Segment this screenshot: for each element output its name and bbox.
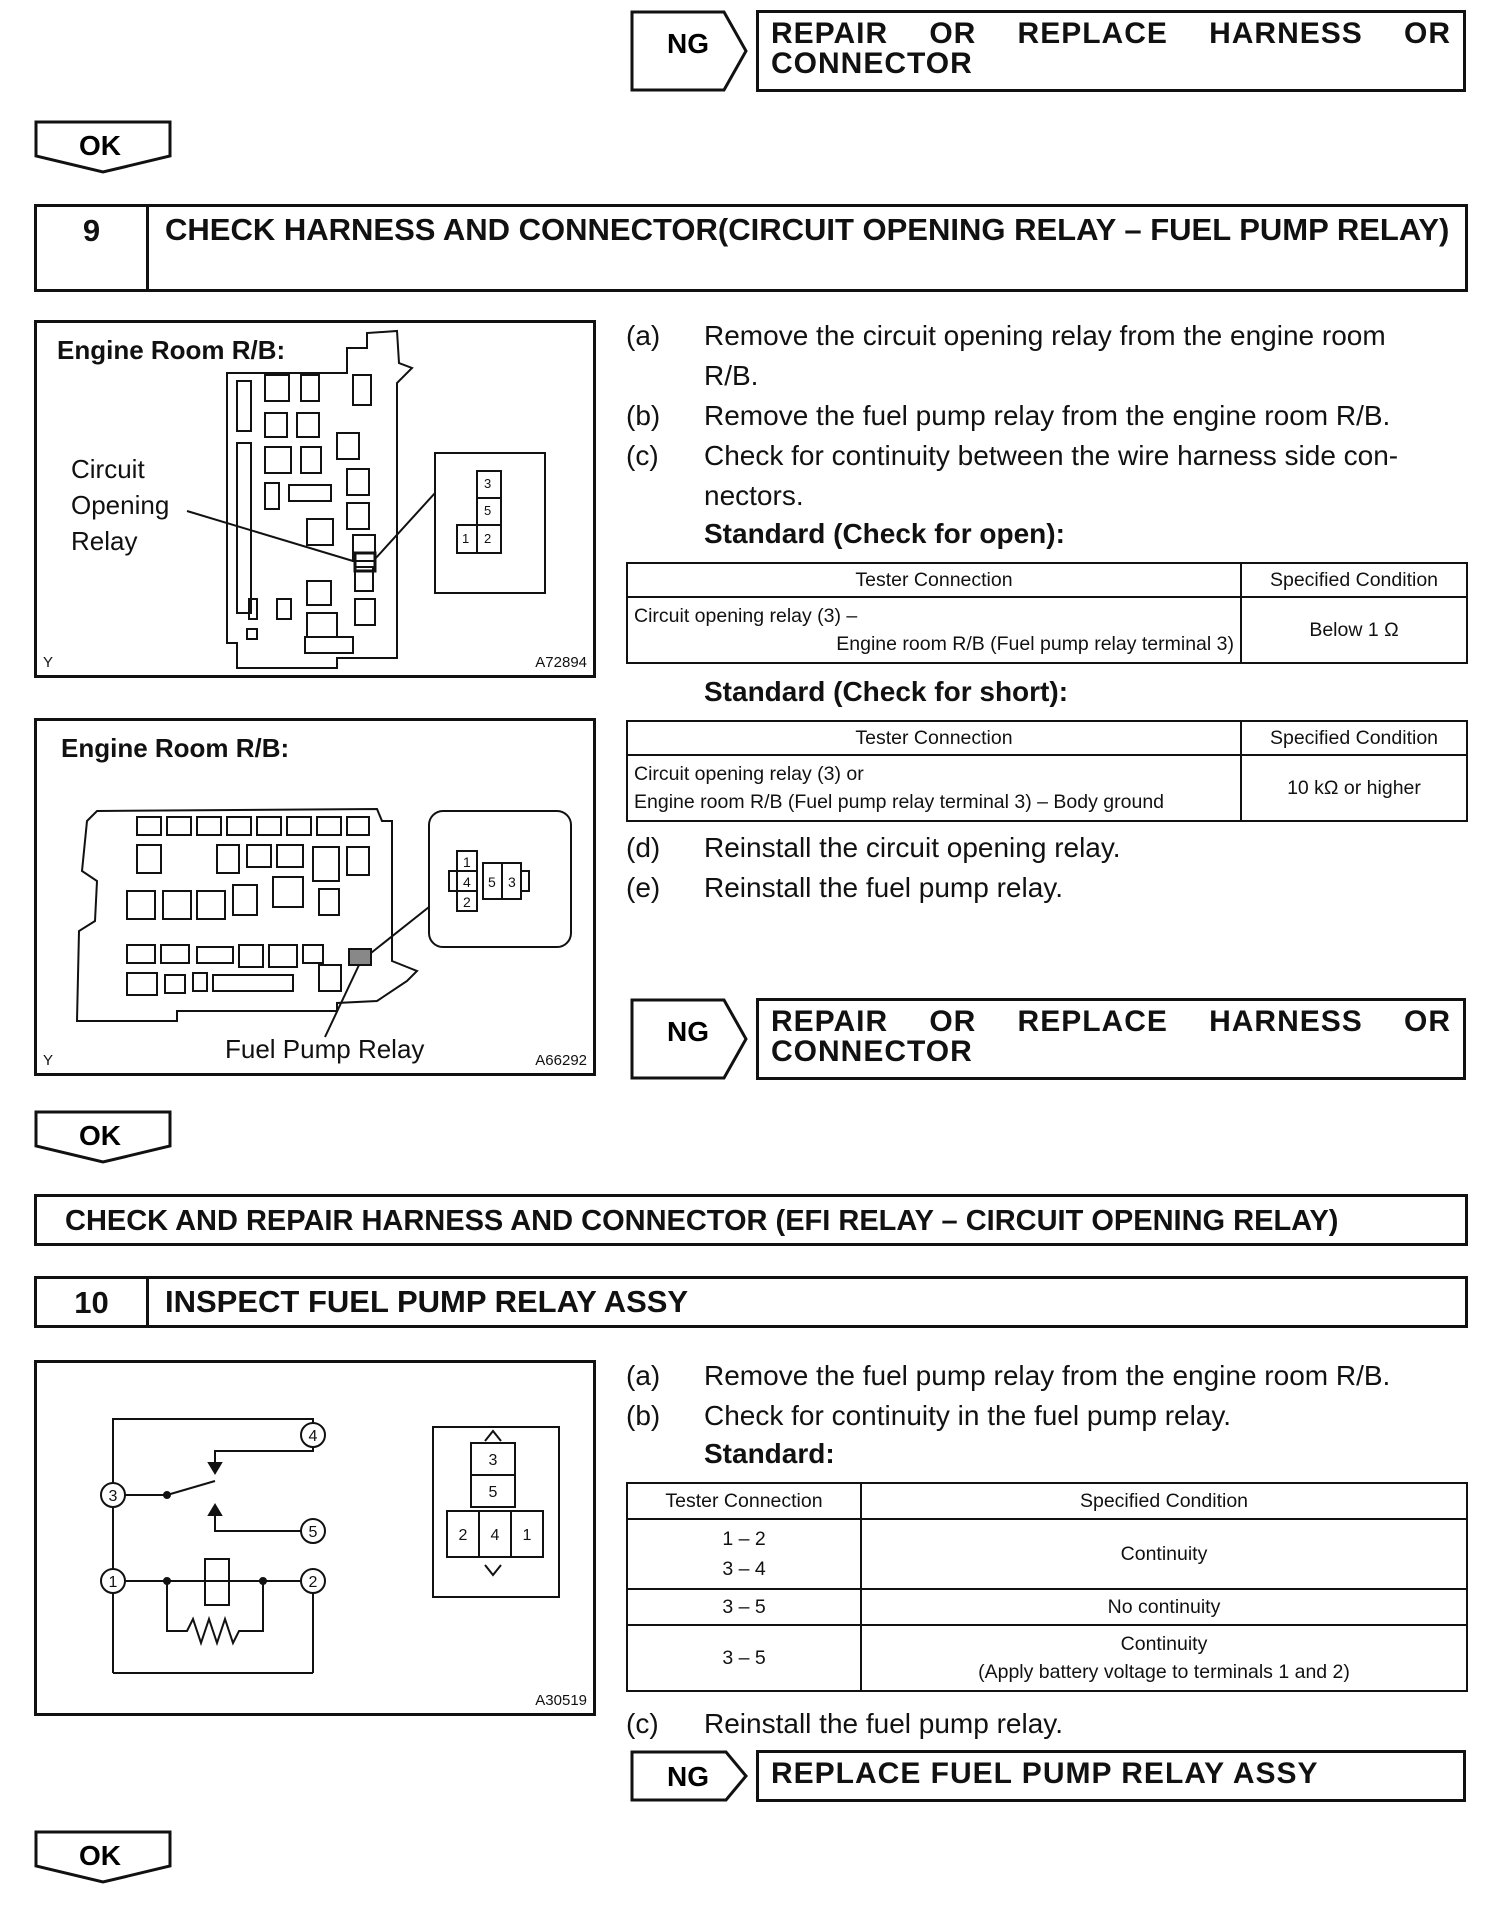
cell-line: Circuit opening relay (3) – [634, 605, 858, 627]
callout-line: Circuit [71, 454, 145, 484]
instruction-a [626, 1356, 1468, 1396]
instruction-label: (a) [626, 320, 661, 351]
step-title: INSPECT FUEL PUMP RELAY ASSY [165, 1284, 689, 1319]
standard-open-heading: Standard (Check for open): [704, 518, 1065, 549]
callout-fuel-pump-relay: Fuel Pump Relay [225, 1034, 425, 1064]
cell-line: Circuit opening relay (3) or [634, 763, 864, 785]
ng-arrow-step10 [630, 1750, 750, 1802]
instruction-d [626, 828, 1468, 868]
step-title: CHECK HARNESS AND CONNECTOR(CIRCUIT OPENING RELAY – FUEL PUMP RELAY) [165, 212, 1450, 247]
table-header: Tester Connection [627, 563, 1241, 597]
table-cell: Below 1 Ω [1241, 597, 1467, 663]
instruction-text [704, 316, 1386, 396]
cell-line: 1 – 2 [722, 1528, 766, 1550]
pin-label: 1 [463, 854, 471, 870]
table-relay-continuity [626, 1482, 1468, 1692]
table-cell: 3 – 5 [627, 1589, 861, 1625]
result-word: REPLACE [1017, 1005, 1168, 1038]
pin-label: 2 [463, 894, 471, 910]
instruction-label: (b) [626, 1400, 661, 1431]
cell-line: (Apply battery voltage to terminals 1 and 2) [978, 1661, 1350, 1683]
relay-block-drawing [37, 721, 593, 1073]
result-line2: CONNECTOR [771, 1035, 973, 1068]
step-10-header [34, 1276, 1468, 1328]
table-header: Tester Connection [627, 721, 1241, 755]
result-word: HARNESS [1209, 1005, 1363, 1038]
result-word: REPAIR [771, 17, 889, 50]
result-word: OR [1404, 17, 1451, 50]
table-cell [627, 1519, 861, 1589]
instruction-label: (d) [626, 832, 661, 863]
step-number: 9 [37, 207, 149, 289]
table-cell [627, 597, 1241, 663]
ok-arrow-2 [34, 1110, 172, 1164]
text-line: Check for continuity between the wire harness side con- [704, 440, 1399, 471]
result-line2: CONNECTOR [771, 47, 973, 80]
instruction-a [626, 316, 1468, 396]
table-cell [627, 755, 1241, 821]
instruction-b [626, 396, 1468, 436]
check-repair-text: CHECK AND REPAIR HARNESS AND CONNECTOR (EFI RELAY – CIRCUIT OPENING RELAY) [65, 1205, 1339, 1237]
ok-arrow-1 [34, 120, 172, 174]
table-cell: Continuity [861, 1519, 1467, 1589]
figure-relay-circuit [34, 1360, 596, 1716]
ok-label: OK [79, 130, 121, 161]
figure-code: A30519 [535, 1692, 587, 1709]
relay-circuit-diagram [37, 1363, 593, 1713]
step-number: 10 [37, 1279, 149, 1325]
instruction-text: Reinstall the fuel pump relay. [704, 1708, 1063, 1739]
ok-arrow-3 [34, 1830, 172, 1884]
instruction-text: Remove the fuel pump relay from the engine room R/B. [704, 1360, 1391, 1391]
figure-engine-room-rb-2 [34, 718, 596, 1076]
figure-code: A66292 [535, 1052, 587, 1069]
instruction-label: (c) [626, 440, 659, 471]
ng-label: NG [667, 1761, 709, 1792]
pin-label: 3 [484, 476, 492, 491]
table-header: Specified Condition [861, 1483, 1467, 1519]
cell-line: Engine room R/B (Fuel pump relay terminal 3) – Body ground [634, 791, 1165, 813]
instruction-c [626, 436, 1468, 516]
pin-label: 1 [522, 1527, 532, 1544]
result-word: HARNESS [1209, 17, 1363, 50]
standard-short-heading: Standard (Check for short): [704, 676, 1069, 707]
ng-arrow-step9 [630, 998, 750, 1080]
figure-corner: Y [43, 1052, 54, 1069]
pin-label: 4 [490, 1527, 500, 1544]
instruction-label: (c) [626, 1708, 659, 1739]
cell-line: 3 – 4 [722, 1558, 766, 1580]
callout-line: Relay [71, 526, 138, 556]
table-check-open [626, 562, 1468, 664]
table-cell: No continuity [861, 1589, 1467, 1625]
figure-label: Engine Room R/B: [57, 335, 286, 365]
table-check-short [626, 720, 1468, 822]
ng-label: NG [667, 28, 709, 59]
table-cell: 10 kΩ or higher [1241, 755, 1467, 821]
terminal-label: 4 [308, 1428, 318, 1445]
text-line: Remove the circuit opening relay from the engine room [704, 320, 1386, 351]
ok-label: OK [79, 1120, 121, 1151]
instruction-c [626, 1704, 1468, 1744]
table-header: Specified Condition [1241, 721, 1467, 755]
table-header: Tester Connection [627, 1483, 861, 1519]
figure-engine-room-rb-1 [34, 320, 596, 678]
ng-arrow-top [630, 10, 750, 92]
cell-line: Engine room R/B (Fuel pump relay terminal 3) [836, 633, 1234, 655]
result-word: OR [929, 17, 977, 50]
pin-label: 2 [484, 531, 492, 546]
result-word: REPAIR [771, 1005, 889, 1038]
instruction-b [626, 1396, 1468, 1436]
text-line: nectors. [704, 480, 804, 511]
result-word: OR [1404, 1005, 1451, 1038]
pin-label: 5 [484, 503, 492, 518]
result-word: OR [929, 1005, 977, 1038]
pin-label: 5 [488, 874, 496, 890]
pin-label: 3 [508, 874, 516, 890]
figure-label: Engine Room R/B: [61, 733, 290, 763]
standard-heading: Standard: [704, 1438, 835, 1469]
instruction-label: (e) [626, 872, 661, 903]
callout-line: Opening [71, 490, 170, 520]
terminal-label: 1 [108, 1574, 118, 1591]
result-box-step9 [756, 998, 1466, 1080]
check-repair-box [34, 1194, 1468, 1246]
table-cell: 3 – 5 [627, 1625, 861, 1691]
cell-line: Continuity [1120, 1633, 1208, 1655]
terminal-label: 2 [308, 1574, 318, 1591]
instruction-text: Remove the fuel pump relay from the engine room R/B. [704, 400, 1391, 431]
result-box-top [756, 10, 1466, 92]
relay-block-drawing [37, 323, 593, 675]
instruction-text: Reinstall the fuel pump relay. [704, 872, 1063, 903]
instruction-text [704, 436, 1398, 516]
pin-label: 5 [488, 1484, 498, 1501]
instruction-label: (a) [626, 1360, 661, 1391]
instruction-e [626, 868, 1468, 908]
result-text: REPLACE FUEL PUMP RELAY ASSY [771, 1757, 1319, 1790]
instruction-label: (b) [626, 400, 661, 431]
text-line: R/B. [704, 360, 759, 391]
pin-label: 2 [458, 1527, 468, 1544]
instruction-text: Check for continuity in the fuel pump relay. [704, 1400, 1232, 1431]
instruction-text: Reinstall the circuit opening relay. [704, 832, 1121, 863]
ng-label: NG [667, 1016, 709, 1047]
result-box-step10 [756, 1750, 1466, 1802]
table-header: Specified Condition [1241, 563, 1467, 597]
ok-label: OK [79, 1840, 121, 1871]
figure-corner: Y [43, 654, 54, 671]
pin-label: 1 [462, 531, 470, 546]
pin-label: 3 [488, 1452, 498, 1469]
result-word: REPLACE [1017, 17, 1168, 50]
terminal-label: 5 [308, 1524, 318, 1541]
table-cell [861, 1625, 1467, 1691]
terminal-label: 3 [108, 1488, 118, 1505]
pin-label: 4 [463, 874, 471, 890]
figure-code: A72894 [535, 654, 587, 671]
step-9-header [34, 204, 1468, 292]
